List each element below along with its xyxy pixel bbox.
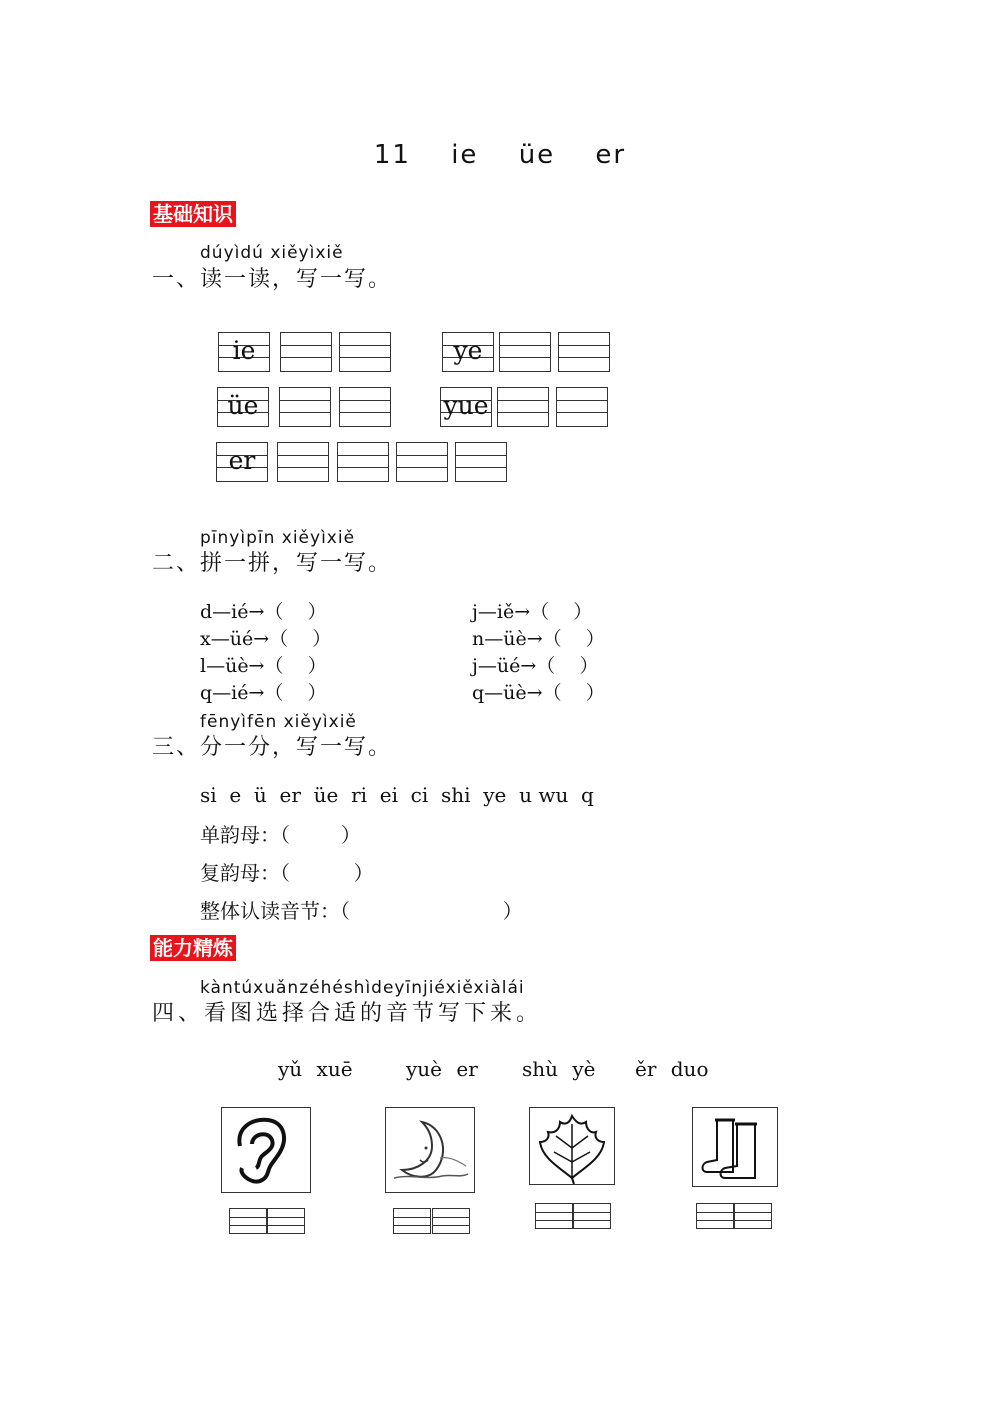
writing-cell[interactable] [337,442,389,482]
writing-cell-sample [442,332,494,372]
sec2-pinyin: pīnyìpīn xiěyìxiě [200,528,356,548]
single-finals-blank: 单韵母：（ ） [200,823,361,847]
option-syllable: shù yè [522,1057,596,1081]
sample-syllable: ie [232,336,256,365]
sec4-heading: 四、看图选择合适的音节写下来。 [152,1001,543,1026]
spell-item: j—üé→（ ） [472,655,599,677]
sec1-heading: 一、读一读，写一写。 [152,267,393,292]
picture-frame [529,1107,615,1185]
writing-cell[interactable] [396,442,448,482]
spell-item: q—üè→（ ） [472,682,605,704]
writing-cell[interactable] [339,387,391,427]
sample-syllable: er [228,446,256,475]
sample-syllable: üe [227,391,259,420]
whole-syllables-blank: 整体认读音节：（ ） [200,899,523,923]
picture-frame [221,1107,311,1193]
moon-icon [386,1108,474,1192]
answer-cell[interactable] [432,1208,470,1234]
sample-syllable: ye [453,336,483,365]
option-syllable: yǔ xuē [278,1057,353,1081]
answer-cell[interactable] [573,1203,611,1229]
writing-cell-sample [216,442,268,482]
writing-cell-sample [217,387,269,427]
spell-item: n—üè→（ ） [472,628,605,650]
answer-cell[interactable] [393,1208,431,1234]
writing-cell[interactable] [499,332,551,372]
section-badge-basic: 基础知识 [150,201,236,227]
page-title: 11 ie üe er [373,140,627,170]
sec4-pinyin: kàntúxuǎnzéhéshìdeyīnjiéxiěxiàlái [200,978,525,998]
syllable-list: si e ü er üe ri ei ci shi ye u wu q [200,783,594,807]
section-badge-ability: 能力精炼 [150,935,236,961]
writing-cell[interactable] [558,332,610,372]
writing-cell[interactable] [455,442,507,482]
compound-finals-blank: 复韵母：（ ） [200,861,374,885]
writing-cell[interactable] [279,387,331,427]
spell-item: x—üé→（ ） [200,628,332,650]
option-syllable: yuè er [406,1057,478,1081]
answer-cell[interactable] [267,1208,305,1234]
sec1-pinyin: dúyìdú xiěyìxiě [200,243,344,263]
spell-item: j—iě→（ ） [472,601,593,623]
picture-frame [692,1107,778,1187]
spell-item: d—ié→（ ） [200,601,327,623]
answer-cell[interactable] [734,1203,772,1229]
writing-cell[interactable] [339,332,391,372]
sec3-heading: 三、分一分，写一写。 [152,735,393,760]
writing-cell-sample [218,332,270,372]
writing-cell-sample [440,387,492,427]
answer-cell[interactable] [229,1208,267,1234]
picture-frame [385,1107,475,1193]
ear-icon [222,1108,310,1192]
option-syllable: ěr duo [635,1057,709,1081]
spell-item: l—üè→（ ） [200,655,327,677]
answer-cell[interactable] [696,1203,734,1229]
writing-cell[interactable] [497,387,549,427]
writing-cell[interactable] [277,442,329,482]
spell-item: q—ié→（ ） [200,682,327,704]
writing-cell[interactable] [556,387,608,427]
answer-cell[interactable] [535,1203,573,1229]
sample-syllable: yue [443,391,489,420]
leaf-icon [530,1108,614,1184]
writing-cell[interactable] [280,332,332,372]
boots-icon [693,1108,777,1186]
sec3-pinyin: fēnyìfēn xiěyìxiě [200,712,357,732]
sec2-heading: 二、拼一拼，写一写。 [152,551,393,576]
